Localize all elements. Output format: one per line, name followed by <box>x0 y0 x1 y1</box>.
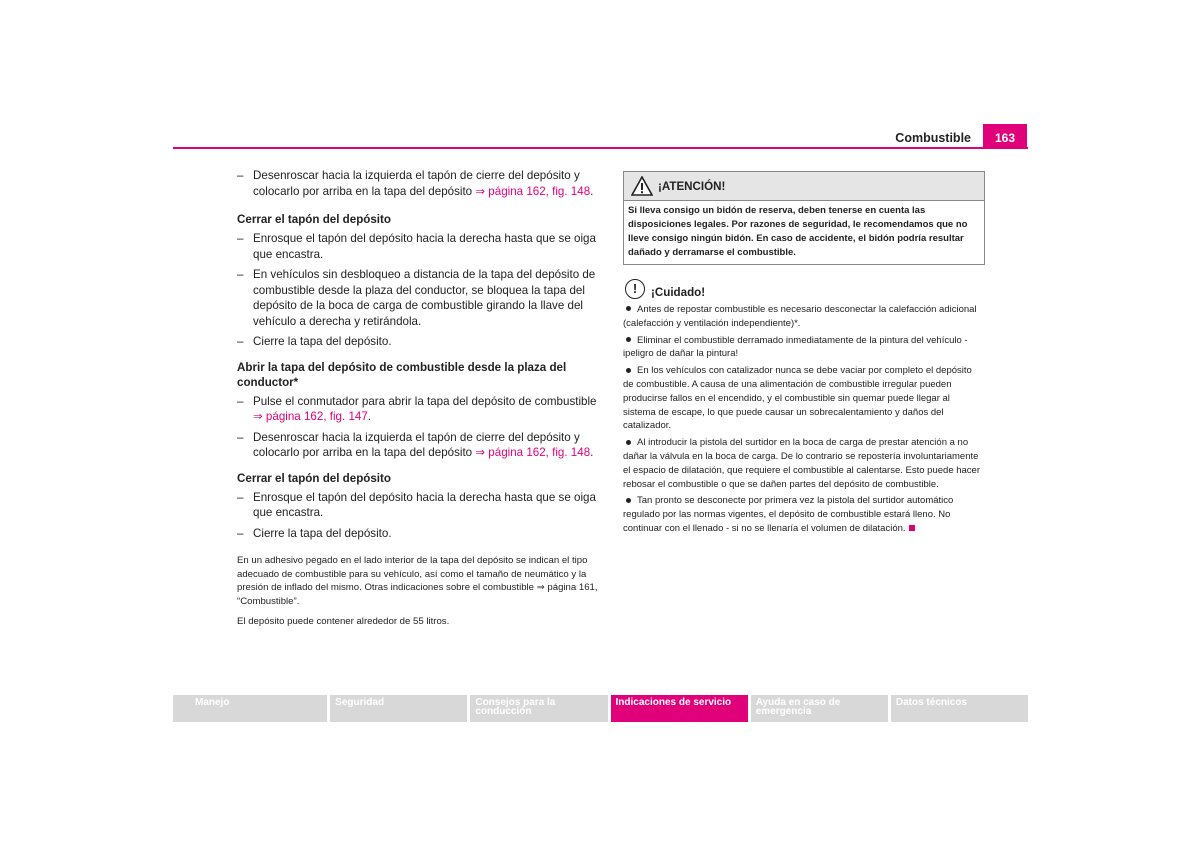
heading-open-flap-driver: Abrir la tapa del depósito de combustible desde la plaza del conductor* <box>237 360 567 389</box>
dash-marker: – <box>237 490 244 504</box>
section-end-icon <box>909 525 915 531</box>
bullet-icon <box>626 306 631 311</box>
notes <box>237 554 599 629</box>
bullet-icon <box>626 337 631 342</box>
step-text: Enrosque el tapón del depósito hacia la derecha hasta que se oiga que encastra. <box>253 490 596 519</box>
heading-close-cap-2: Cerrar el tapón del depósito <box>237 471 391 485</box>
step-text: Pulse el conmutador para abrir la tapa del depósito de combustible <box>253 394 597 408</box>
warning-title: ¡ATENCIÓN! <box>658 180 726 193</box>
caution-item: Antes de repostar combustible es necesario desconectar la calefacción adicional (calefacción y ventilación independiente)*. <box>623 304 977 329</box>
caution-title: ¡Cuidado! <box>651 286 706 299</box>
bullet-icon <box>626 498 631 503</box>
note-capacity: El depósito puede contener alrededor de 55 litros. <box>237 616 450 627</box>
tab-indicaciones-servicio[interactable]: Indicaciones de servicio <box>611 695 748 722</box>
caution-header <box>623 279 985 303</box>
chapter-tabs <box>173 695 1028 722</box>
bullet-icon <box>626 440 631 445</box>
page-link[interactable]: ⇒ página 162, fig. 147 <box>253 410 368 423</box>
step-text: Cierre la tapa del depósito. <box>253 335 392 348</box>
dash-marker: – <box>237 335 244 348</box>
warning-header <box>624 172 984 201</box>
dash-marker: – <box>237 430 244 444</box>
step-close-flap-2 <box>237 526 599 542</box>
caution-item: Al introducir la pistola del surtidor en la boca de carga de prestar atención a no dañar la válvula en la boca de carga. De lo contrario se repostería involuntariamente el espacio de dilatación, que requiere el combustible al calentarse. Esto puede hacer rebosar el combustible o que se dañen partes del depósito de combustible. <box>623 437 981 490</box>
step-text: Enrosque el tapón del depósito hacia la derecha hasta que se oiga que encastra. <box>253 232 596 261</box>
header-rule <box>173 147 1028 149</box>
step-text: Desenroscar hacia la izquierda el tapón de cierre del depósito y colocarlo por arriba en la tapa del depósito <box>253 169 580 198</box>
caution-item: Eliminar el combustible derramado inmediatamente de la pintura del vehículo - ipeligro de dañar la pintura! <box>623 334 968 360</box>
tab-ayuda-emergencia[interactable]: Ayuda en caso de emergencia <box>751 695 888 722</box>
page-number: 163 <box>983 124 1027 149</box>
page-link[interactable]: ⇒ página 162, fig. 148 <box>475 184 591 198</box>
note-sticker: En un adhesivo pegado en el lado interior de la tapa del depósito se indican el tipo adecuado de combustible para su vehículo, así como el tamaño de neumático y la presión de inflado del mismo. Otras indicaciones sobre el combustible ⇒ página 161, “Combustible”. <box>237 555 598 607</box>
step-press-switch: – Pulse el conmutador para abrir la tapa del depósito de combustible ⇒ página 162, fig. 147. <box>237 394 597 423</box>
warning-text: Si lleva consigo un bidón de reserva, deben tenerse en cuenta las disposiciones legales. Por razones de seguridad, le recomendamos que no lleve consigo ningún bidón. En caso de accidente, el bidón podría resultar dañado y derramarse el combustible. <box>628 205 968 258</box>
tab-seguridad[interactable]: Seguridad <box>330 695 467 722</box>
step-text: Cierre la tapa del depósito. <box>253 526 392 540</box>
step-lock-flap <box>237 267 599 329</box>
section-title: Combustible <box>895 131 971 145</box>
step-screw-cap <box>237 231 599 262</box>
step-unscrew-cap: – Desenroscar hacia la izquierda el tapón de cierre del depósito y colocarlo por arriba en la tapa del depósito ⇒ página 162, fig. 148. <box>237 169 594 198</box>
dash-marker: – <box>237 394 244 408</box>
page-link[interactable]: ⇒ página 162, fig. 148 <box>475 446 591 459</box>
caution-item: En los vehículos con catalizador nunca se debe vaciar por completo el depósito de combustible. A causa de una alimentación de combustible irregular pueden producirse fallos en el encendido, y el combustible sin quemar puede llegar al sistema de escape, lo que puede causar un sobrecalentamiento y daños del catalizador. <box>623 365 972 432</box>
step-text: Desenroscar hacia la izquierda el tapón de cierre del depósito y colocarlo por arriba en la tapa del depósito <box>253 430 580 459</box>
exclamation-circle-icon: ! <box>625 279 645 299</box>
caution-item: Tan pronto se desconecte por primera vez la pistola del surtidor automático regulado por las normas vigentes, el depósito de combustible estará lleno. No continuar con el llenado - si no se llenaría el volumen de dilatación. <box>623 495 954 534</box>
right-column <box>623 171 985 539</box>
left-column <box>237 168 599 636</box>
tab-datos-tecnicos[interactable]: Datos técnicos <box>891 695 1028 722</box>
step-close-flap <box>237 334 599 350</box>
step-text: En vehículos sin desbloqueo a distancia de la tapa del depósito de combustible desde la plaza del conductor, se bloquea la tapa del depósito de la boca de carga de combustible girando la llave del vehículo a derecha y retirándola. <box>253 268 596 328</box>
step-unscrew-cap-2: – Desenroscar hacia la izquierda el tapón de cierre del depósito y colocarlo por arriba en la tapa del depósito ⇒ página 162, fig. 148. <box>237 430 594 459</box>
dash-marker: – <box>237 526 244 540</box>
tab-consejos[interactable]: Consejos para la conducción <box>470 695 607 722</box>
tab-manejo[interactable]: Manejo <box>173 695 327 722</box>
caution-list <box>623 303 985 536</box>
dash-marker: – <box>237 268 244 281</box>
heading-close-cap: Cerrar el tapón del depósito <box>237 213 391 226</box>
bullet-icon <box>626 368 631 373</box>
warning-triangle-icon <box>631 176 653 196</box>
warning-box <box>623 171 985 265</box>
step-screw-cap-2 <box>237 490 599 521</box>
dash-marker: – <box>237 232 244 245</box>
dash-marker: – <box>237 169 244 182</box>
